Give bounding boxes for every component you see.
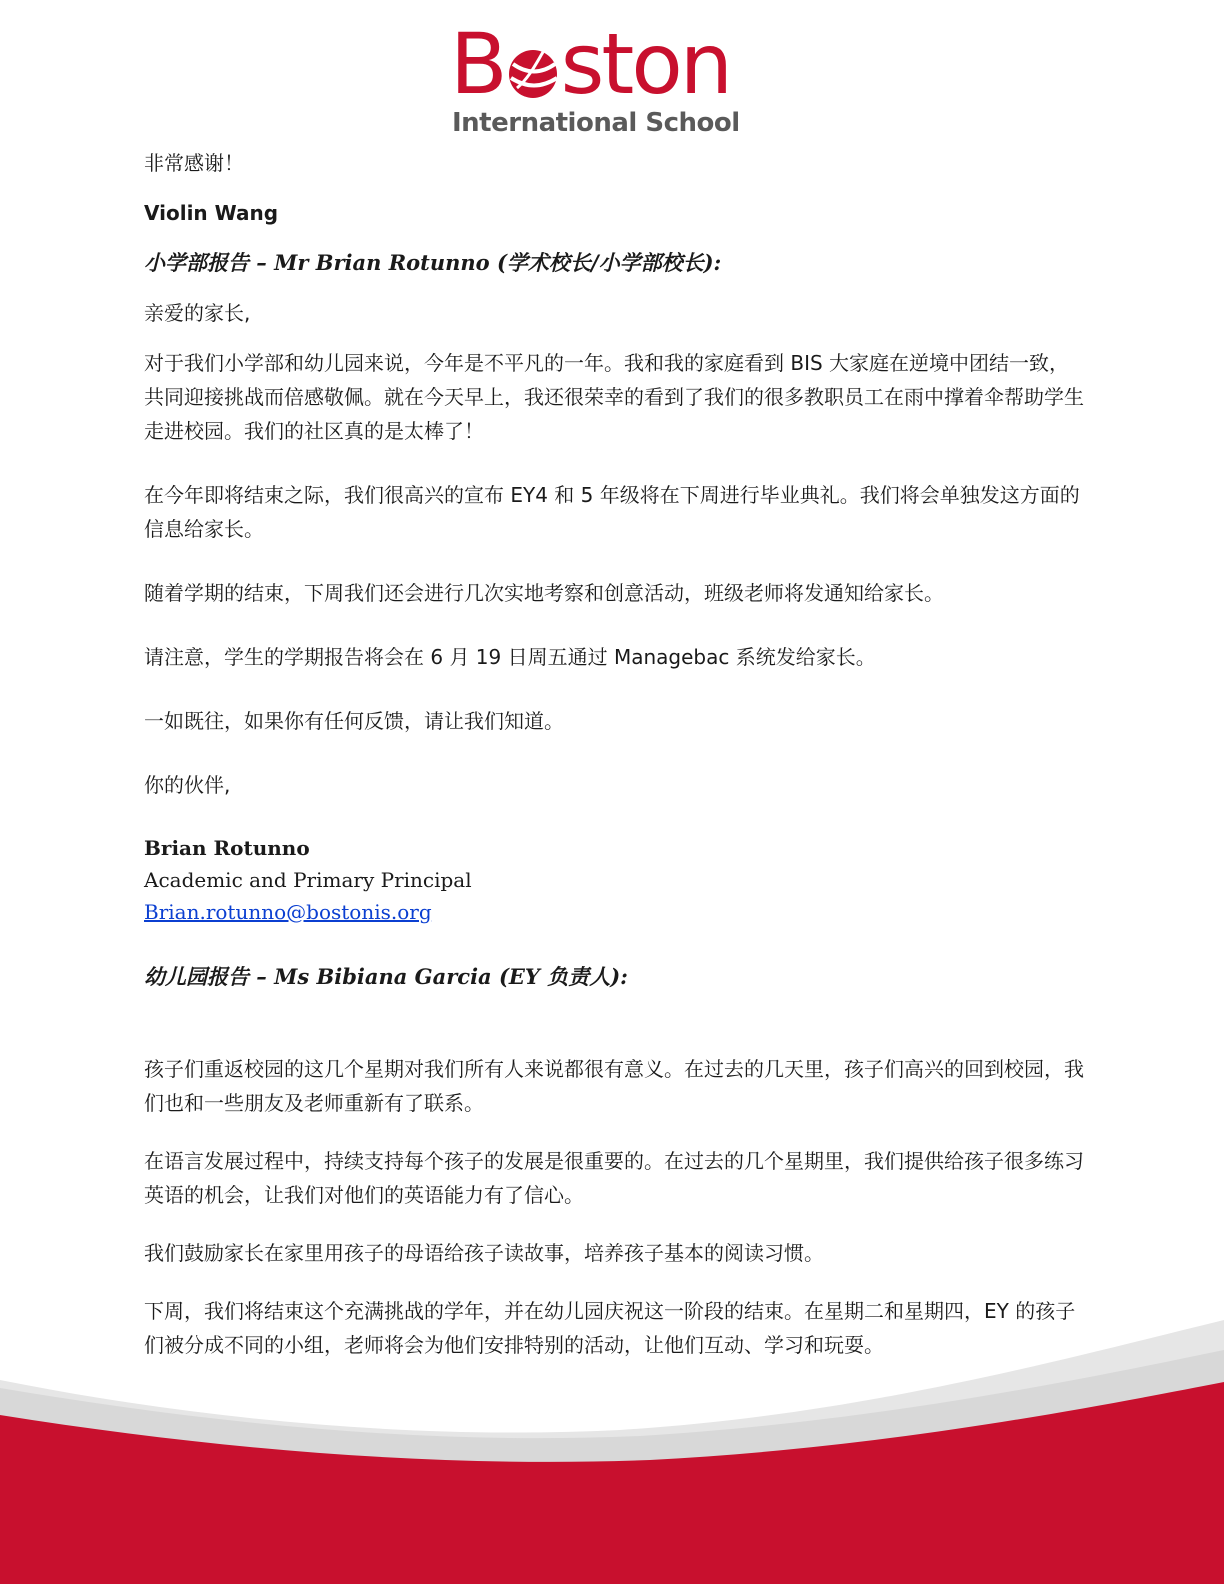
school-logo (450, 15, 760, 142)
signature-email-link[interactable]: Brian.rotunno@bostonis.org (144, 900, 432, 924)
primary-paragraph: 在今年即将结束之际，我们很高兴的宣布 EY4 和 5 年级将在下周进行毕业典礼。我们将会单独发这方面的信息给家长。 (144, 483, 1080, 541)
signoff-name: Violin Wang (144, 201, 279, 225)
thanks-line: 非常感谢！ (144, 151, 244, 175)
primary-section-heading: 小学部报告 – Mr Brian Rotunno (学术校长/小学部校长): (144, 250, 722, 275)
basketball-icon (507, 48, 559, 100)
primary-closing: 你的伙伴, (144, 773, 231, 797)
primary-paragraph: 一如既往，如果你有任何反馈，请让我们知道。 (144, 709, 564, 733)
primary-paragraph: 随着学期的结束，下周我们还会进行几次实地考察和创意活动，班级老师将发通知给家长。 (144, 581, 944, 605)
primary-paragraph: 请注意，学生的学期报告将会在 6 月 19 日周五通过 Managebac 系统发给家长。 (144, 645, 876, 669)
ey-paragraph: 下周，我们将结束这个充满挑战的学年，并在幼儿园庆祝这一阶段的结束。在星期二和星期四，EY 的孩子们被分成不同的小组，老师将会为他们安排特别的活动，让他们互动、学习和玩耍。 (144, 1299, 1076, 1357)
ey-paragraph: 在语言发展过程中，持续支持每个孩子的发展是很重要的。在过去的几个星期里，我们提供给孩子很多练习英语的机会，让我们对他们的英语能力有了信心。 (144, 1149, 1084, 1207)
ey-paragraph: 孩子们重返校园的这几个星期对我们所有人来说都很有意义。在过去的几天里，孩子们高兴的回到校园，我们也和一些朋友及老师重新有了联系。 (144, 1057, 1084, 1115)
logo-subtitle: International School (452, 108, 740, 138)
logo-letter-b: B (450, 15, 505, 113)
signature-name: Brian Rotunno (144, 836, 310, 860)
logo-letters-ston: ston (560, 15, 730, 113)
primary-paragraph: 对于我们小学部和幼儿园来说，今年是不平凡的一年。我和我的家庭看到 BIS 大家庭在逆境中团结一致，共同迎接挑战而倍感敬佩。就在今天早上，我还很荣幸的看到了我们的很多教职员工在雨中撑着伞帮助学生走进校园。我们的社区真的是太棒了！ (144, 351, 1084, 443)
signature-title: Academic and Primary Principal (144, 868, 472, 892)
footer-wave-decoration (0, 1310, 1224, 1584)
ey-paragraph: 我们鼓励家长在家里用孩子的母语给孩子读故事，培养孩子基本的阅读习惯。 (144, 1241, 824, 1265)
primary-salutation: 亲爱的家长, (144, 301, 251, 325)
ey-section-heading: 幼儿园报告 – Ms Bibiana Garcia (EY 负责人): (144, 964, 628, 989)
logo-wordmark (450, 15, 760, 113)
letter-body (144, 146, 1084, 1362)
